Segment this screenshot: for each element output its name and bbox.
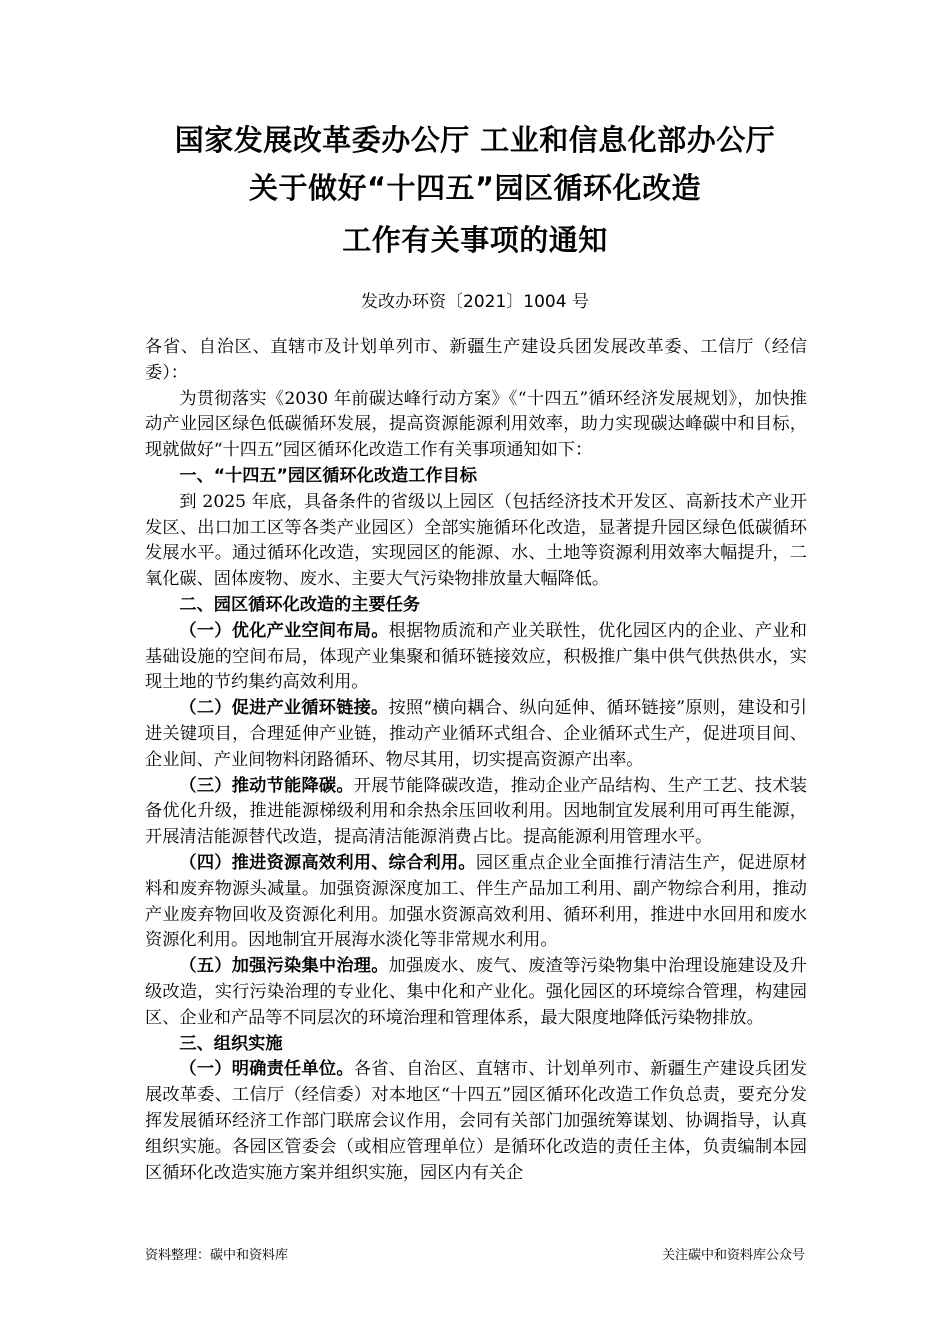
task-5-title: （五）加强污染集中治理。	[179, 956, 389, 977]
title-line-3: 工作有关事项的通知	[342, 223, 608, 257]
section-3-heading: 三、组织实施	[179, 1033, 283, 1054]
task-1-paragraph	[145, 619, 807, 696]
task-2-title: （二）促进产业循环链接。	[179, 698, 389, 719]
footer-right: 关注碳中和资料库公众号	[661, 1248, 805, 1263]
task-4-paragraph	[145, 851, 807, 954]
impl-1-text: 各省、自治区、直辖市、计划单列市、新疆生产建设兵团发展改革委、工信厅（经信委）对本地区“十四五”园区循环化改造工作负总责，要充分发挥发展循环经济工作部门联席会议作用，会同有关部门加强统筹谋划、协调指导，认真组织实施。各园区管委会（或相应管理单位）是循环化改造的责任主体，负责编制本园区循环化改造实施方案并组织实施，园区内有关企	[145, 1059, 807, 1183]
task-4-text: 园区重点企业全面推行清洁生产，促进原材料和废弃物源头减量。加强资源深度加工、伴生产品加工利用、副产物综合利用，推动产业废弃物回收及资源化利用。加强水资源高效利用、循环利用，推进中水回用和废水资源化利用。因地制宜开展海水淡化等非常规水利用。	[145, 852, 807, 951]
section-1-paragraph: 到 2025 年底，具备条件的省级以上园区（包括经济技术开发区、高新技术产业开发区、出口加工区等各类产业园区）全部实施循环化改造，显著提升园区绿色低碳循环发展水平。通过循环化改造，实现园区的能源、水、土地等资源利用效率大幅提升，二氧化碳、固体废物、废水、主要大气污染物排放量大幅降低。	[145, 491, 807, 590]
title-line-1: 国家发展改革委办公厅 工业和信息化部办公厅	[174, 123, 776, 157]
salutation: 各省、自治区、直辖市及计划单列市、新疆生产建设兵团发展改革委、工信厅（经信委）：	[145, 337, 807, 383]
document-body	[145, 335, 807, 1186]
task-1-title: （一）优化产业空间布局。	[179, 620, 389, 641]
task-3-paragraph	[145, 774, 807, 851]
footer-left: 资料整理：碳中和资料库	[145, 1248, 289, 1263]
task-4-title: （四）推进资源高效利用、综合利用。	[179, 852, 476, 873]
task-3-title: （三）推动节能降碳。	[179, 775, 354, 796]
task-5-paragraph	[145, 954, 807, 1031]
impl-1-title: （一）明确责任单位。	[179, 1059, 354, 1080]
task-2-text: 按照“横向耦合、纵向延伸、循环链接”原则，建设和引进关键项目，合理延伸产业链，推动产业循环式组合、企业循环式生产，促进项目间、企业间、产业间物料闭路循环、物尽其用，切实提高资源产出率。	[145, 698, 807, 770]
impl-1-paragraph	[145, 1057, 807, 1186]
document-number: 发改办环资〔2021〕1004 号	[361, 292, 589, 312]
task-5-text: 加强废水、废气、废渣等污染物集中治理设施建设及升级改造，实行污染治理的专业化、集中化和产业化。强化园区的环境综合管理，构建园区、企业和产品等不同层次的环境治理和管理体系，最大限度地降低污染物排放。	[145, 956, 807, 1028]
title-line-2: 关于做好“十四五”园区循环化改造	[248, 171, 702, 205]
section-1-heading: 一、“十四五”园区循环化改造工作目标	[179, 465, 477, 486]
section-2-heading: 二、园区循环化改造的主要任务	[179, 594, 421, 615]
task-2-paragraph	[145, 696, 807, 773]
task-1-text: 根据物质流和产业关联性，优化园区内的企业、产业和基础设施的空间布局，体现产业集聚和循环链接效应，积极推广集中供气供热供水，实现土地的节约集约高效利用。	[145, 620, 807, 693]
task-3-text: 开展节能降碳改造，推动企业产品结构、生产工艺、技术装备优化升级，推进能源梯级利用和余热余压回收利用。因地制宜发展利用可再生能源，开展清洁能源替代改造，提高清洁能源消费占比。提高能源利用管理水平。	[145, 775, 807, 848]
intro-paragraph: 为贯彻落实《2030 年前碳达峰行动方案》《“十四五”循环经济发展规划》，加快推动产业园区绿色低碳循环发展，提高资源能源利用效率，助力实现碳达峰碳中和目标，现就做好“十四五”园区循环化改造工作有关事项通知如下：	[145, 388, 807, 461]
